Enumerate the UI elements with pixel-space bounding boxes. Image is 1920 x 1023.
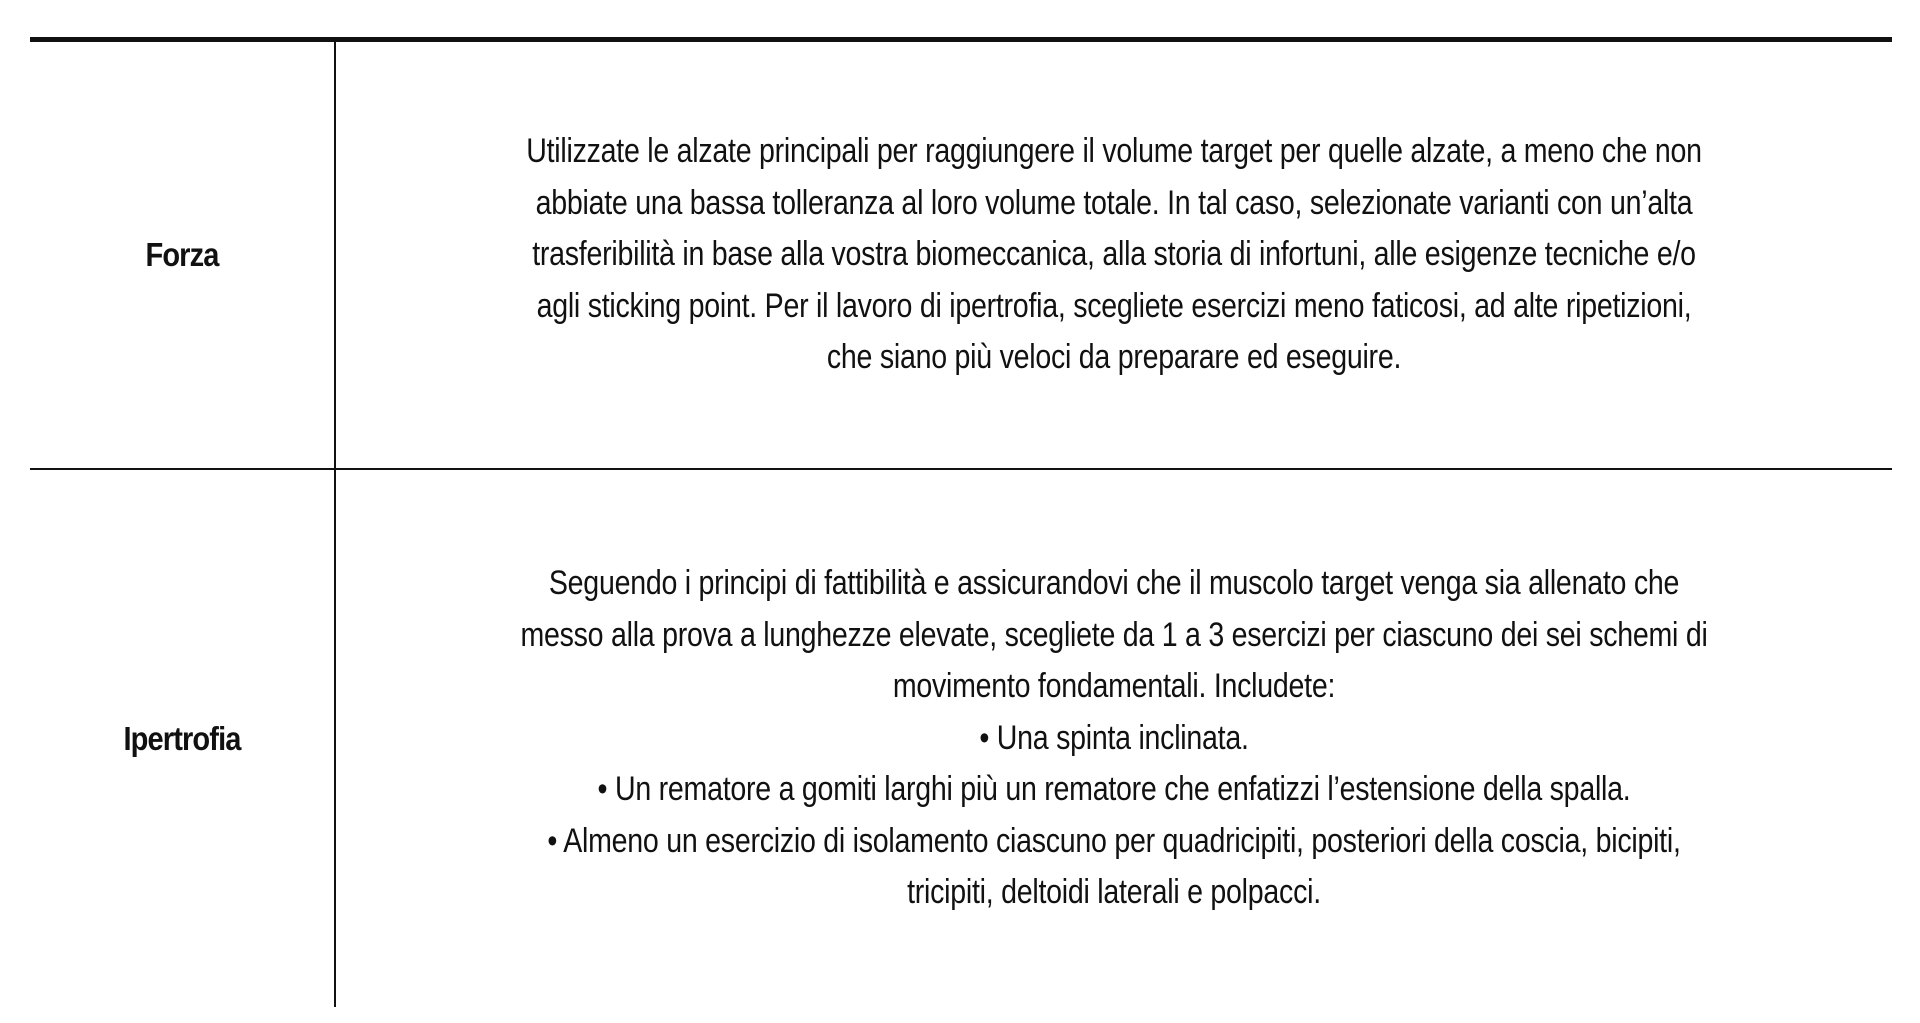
text-line: movimento fondamentali. Includete: bbox=[892, 667, 1336, 706]
description-text-block bbox=[460, 558, 1767, 919]
row-label-text: Forza bbox=[145, 236, 219, 273]
exercise-selection-table bbox=[30, 37, 1892, 1007]
text-line: Seguendo i principi di fattibilità e assicurandovi che il muscolo target venga sia allenato che bbox=[548, 564, 1680, 603]
text-line: messo alla prova a lunghezze elevate, scegliete da 1 a 3 esercizi per ciascuno dei sei schemi di bbox=[520, 615, 1708, 654]
description-text-block bbox=[460, 126, 1767, 384]
text-line: tricipiti, deltoidi laterali e polpacci. bbox=[907, 873, 1321, 912]
row-label-ipertrofia bbox=[48, 470, 316, 1007]
text-line: abbiate una bassa tolleranza al loro volume totale. In tal caso, selezionate varianti con un’alta bbox=[535, 183, 1693, 222]
row-description-forza bbox=[336, 42, 1892, 468]
text-line: agli sticking point. Per il lavoro di ipertrofia, scegliete esercizi meno faticosi, ad alte ripetizioni, bbox=[536, 286, 1692, 325]
row-label-forza bbox=[48, 42, 316, 468]
row-label-text: Ipertrofia bbox=[123, 719, 241, 757]
bullet-item: • Un rematore a gomiti larghi più un rematore che enfatizzi l’estensione della spalla. bbox=[597, 770, 1631, 809]
text-line: che siano più veloci da preparare ed eseguire. bbox=[826, 338, 1402, 377]
bullet-item: • Almeno un esercizio di isolamento ciascuno per quadricipiti, posteriori della coscia, bicipiti, bbox=[547, 821, 1681, 860]
text-line: trasferibilità in base alla vostra biomeccanica, alla storia di infortuni, alle esigenze tecniche e/o bbox=[532, 235, 1696, 274]
row-description-ipertrofia bbox=[336, 470, 1892, 1007]
text-line: Utilizzate le alzate principali per raggiungere il volume target per quelle alzate, a meno che non bbox=[526, 132, 1702, 171]
bullet-item: • Una spinta inclinata. bbox=[979, 718, 1249, 757]
